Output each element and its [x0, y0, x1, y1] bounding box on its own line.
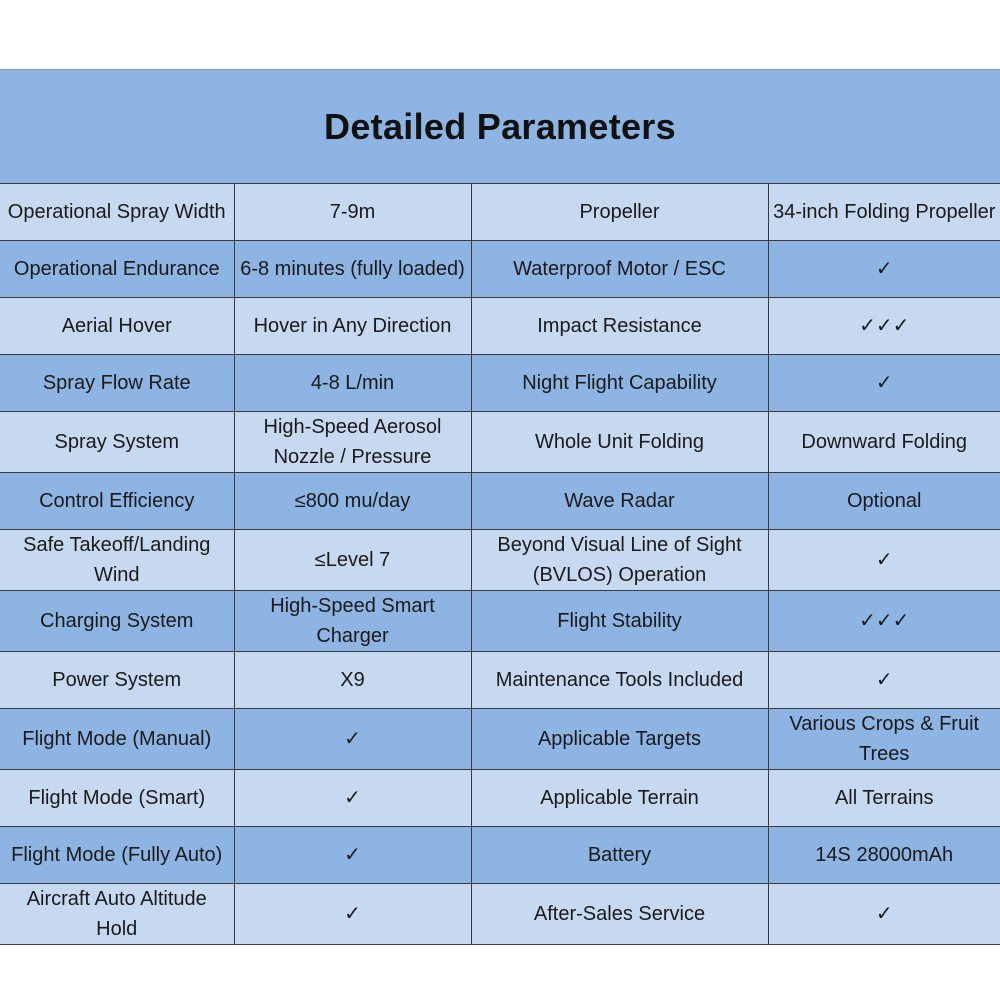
parameter-value: ✓: [234, 827, 471, 884]
parameter-value: ✓: [768, 884, 1000, 945]
table-row: [0, 530, 1000, 591]
table-row: [0, 298, 1000, 355]
parameter-value: All Terrains: [768, 770, 1000, 827]
parameter-value: X9: [234, 652, 471, 709]
table-row: [0, 827, 1000, 884]
parameter-value: ✓: [234, 709, 471, 770]
parameter-label: Flight Mode (Manual): [0, 709, 234, 770]
parameter-value: 14S 28000mAh: [768, 827, 1000, 884]
parameter-value: Various Crops & Fruit Trees: [768, 709, 1000, 770]
table-row: [0, 355, 1000, 412]
parameters-sheet: [0, 69, 1000, 945]
parameter-label: Waterproof Motor / ESC: [471, 241, 768, 298]
parameter-label: Aircraft Auto Altitude Hold: [0, 884, 234, 945]
table-row: [0, 241, 1000, 298]
table-row: [0, 473, 1000, 530]
table-row: [0, 184, 1000, 241]
parameters-table: [0, 183, 1000, 945]
parameter-value: 7-9m: [234, 184, 471, 241]
parameter-value: ✓: [768, 530, 1000, 591]
parameter-value: 4-8 L/min: [234, 355, 471, 412]
parameter-label: Impact Resistance: [471, 298, 768, 355]
table-row: [0, 652, 1000, 709]
parameter-value: ✓✓✓: [768, 298, 1000, 355]
parameter-value: ✓: [768, 241, 1000, 298]
parameter-value: 6-8 minutes (fully loaded): [234, 241, 471, 298]
parameter-label: Beyond Visual Line of Sight (BVLOS) Operation: [471, 530, 768, 591]
parameter-value: ✓: [234, 884, 471, 945]
parameter-label: Control Efficiency: [0, 473, 234, 530]
parameter-label: After-Sales Service: [471, 884, 768, 945]
parameter-value: ≤Level 7: [234, 530, 471, 591]
parameter-value: ✓: [768, 652, 1000, 709]
parameter-label: Flight Mode (Smart): [0, 770, 234, 827]
parameter-value: ✓: [234, 770, 471, 827]
table-row: [0, 770, 1000, 827]
table-row: [0, 591, 1000, 652]
parameter-label: Wave Radar: [471, 473, 768, 530]
parameter-label: Propeller: [471, 184, 768, 241]
table-row: [0, 412, 1000, 473]
table-row: [0, 884, 1000, 945]
parameter-value: 34-inch Folding Propeller: [768, 184, 1000, 241]
parameters-table-body: [0, 184, 1000, 945]
parameter-label: Flight Stability: [471, 591, 768, 652]
parameter-value: High-Speed Smart Charger: [234, 591, 471, 652]
parameter-value: ✓✓✓: [768, 591, 1000, 652]
parameter-value: Optional: [768, 473, 1000, 530]
parameter-label: Operational Endurance: [0, 241, 234, 298]
parameter-label: Charging System: [0, 591, 234, 652]
parameter-label: Battery: [471, 827, 768, 884]
parameter-value: Hover in Any Direction: [234, 298, 471, 355]
parameter-value: High-Speed Aerosol Nozzle / Pressure: [234, 412, 471, 473]
parameter-label: Spray Flow Rate: [0, 355, 234, 412]
title-band: [0, 69, 1000, 183]
page-title: Detailed Parameters: [324, 105, 676, 147]
parameter-label: Safe Takeoff/Landing Wind: [0, 530, 234, 591]
parameter-label: Spray System: [0, 412, 234, 473]
parameter-label: Operational Spray Width: [0, 184, 234, 241]
parameter-label: Maintenance Tools Included: [471, 652, 768, 709]
parameter-label: Applicable Targets: [471, 709, 768, 770]
parameter-label: Whole Unit Folding: [471, 412, 768, 473]
parameter-label: Flight Mode (Fully Auto): [0, 827, 234, 884]
table-row: [0, 709, 1000, 770]
parameter-label: Night Flight Capability: [471, 355, 768, 412]
parameter-label: Aerial Hover: [0, 298, 234, 355]
parameter-label: Power System: [0, 652, 234, 709]
parameter-value: ✓: [768, 355, 1000, 412]
parameter-label: Applicable Terrain: [471, 770, 768, 827]
parameter-value: ≤800 mu/day: [234, 473, 471, 530]
parameter-value: Downward Folding: [768, 412, 1000, 473]
